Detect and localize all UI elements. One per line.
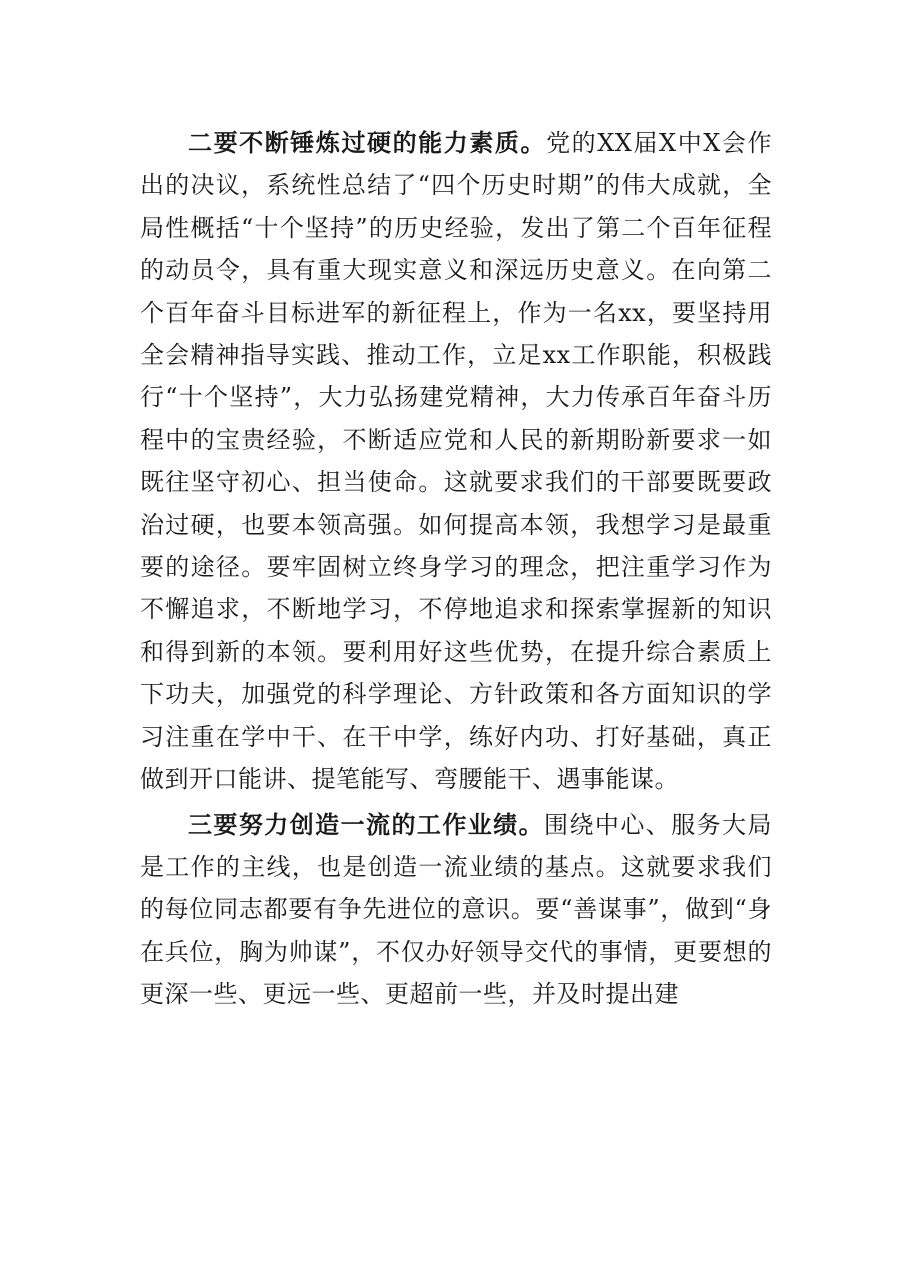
paragraph-text: 围绕中心、服务大局是工作的主线，也是创造一流业绩的基点。这就要求我们的每位同志都要有争先进位的意识。要“善谋事”，做到“身在兵位，胸为帅谋”，不仅办好领导交代的事情，更要想的更深一些、更远一些、更超前一些，并及时提出建 — [140, 810, 773, 1009]
paragraph-work-performance — [140, 804, 772, 1016]
paragraph-heading: 三要努力创造一流的工作业绩。 — [188, 809, 545, 839]
document-body — [140, 122, 772, 1016]
paragraph-text: 党的XX届X中X会作出的决议，系统性总结了“四个历史时期”的伟大成就，全局性概括“十个坚持”的历史经验，发出了第二个百年征程的动员令，具有重大现实意义和深远历史意义。在向第二个百年奋斗目标进军的新征程上，作为一名xx，要坚持用全会精神指导实践、推动工作，立足xx工作职能，积极践行“十个坚持”，大力弘扬建党精神，大力传承百年奋斗历程中的宝贵经验，不断适应党和人民的新期盼新要求一如既往坚守初心、担当使命。这就要求我们的干部要既要政治过硬，也要本领高强。如何提高本领，我想学习是最重要的途径。要牢固树立终身学习的理念，把注重学习作为不懈追求，不断地学习，不停地追求和探索掌握新的知识和得到新的本领。要利用好这些优势，在提升综合素质上下功夫，加强党的科学理论、方针政策和各方面知识的学习注重在学中干、在干中学，练好内功、打好基础，真正做到开口能讲、提笔能写、弯腰能干、遇事能谋。 — [140, 129, 773, 794]
paragraph-heading: 二要不断锤炼过硬的能力素质。 — [188, 128, 547, 157]
paragraph-ability-quality — [140, 122, 772, 801]
